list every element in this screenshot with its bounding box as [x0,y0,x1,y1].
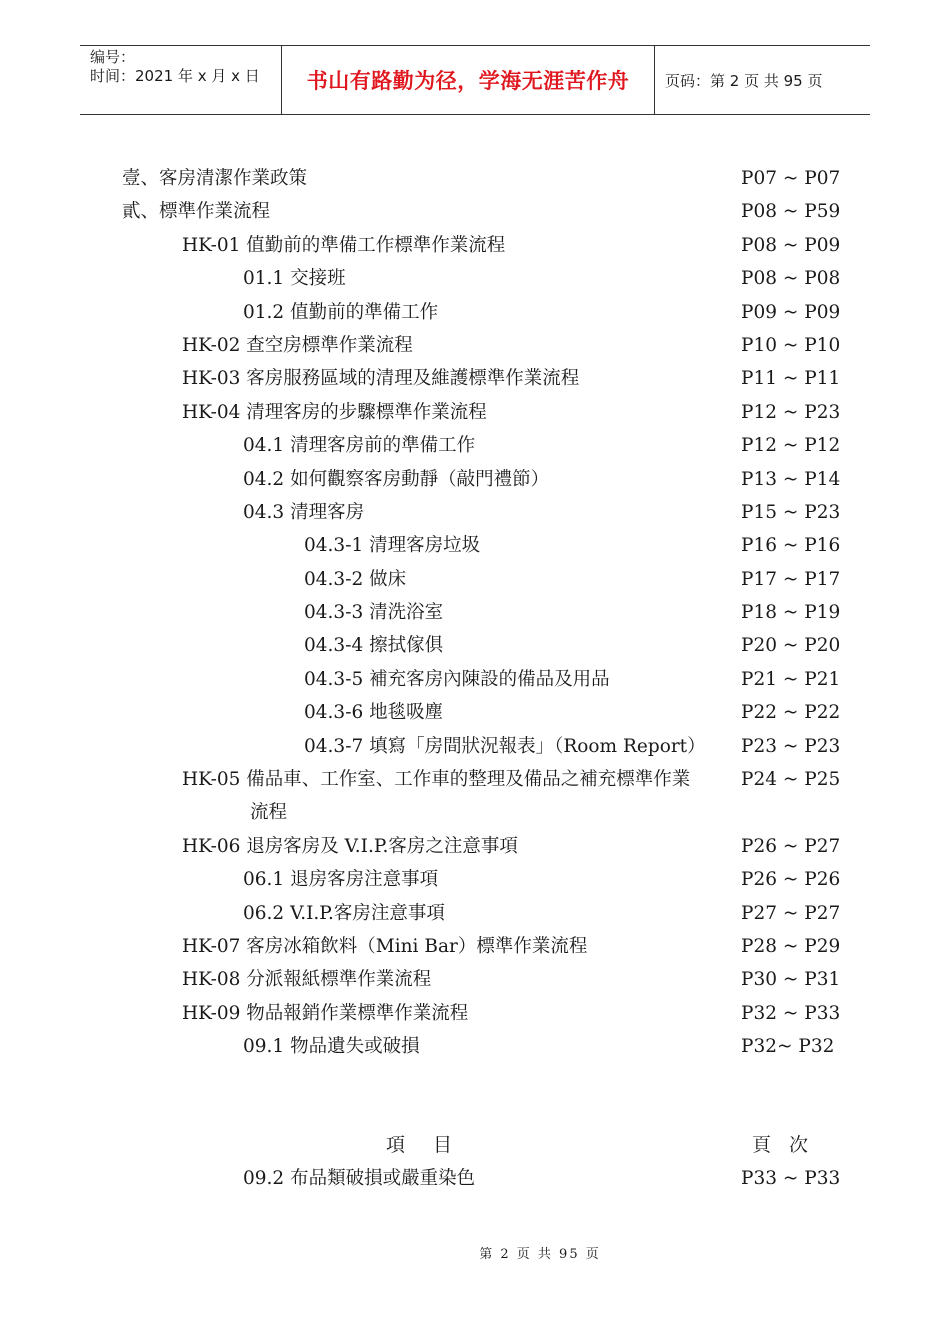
toc-label: HK-04 清理客房的步驟標準作業流程 [182,401,487,423]
toc-pages: P23 ~ P23 [741,735,841,757]
toc-pages: P16 ~ P16 [741,535,841,557]
toc-row [0,629,950,662]
toc-row [0,362,950,395]
time-label: 时间：2021 年 x 月 x 日 [90,67,260,85]
toc-label: 06.1 退房客房注意事項 [243,869,439,891]
toc-row [0,463,950,496]
toc-row [0,496,950,529]
toc-label: 04.3 清理客房 [243,501,365,523]
toc-row [0,529,950,562]
toc-label: 流程 [250,802,288,824]
toc-row [0,1030,950,1063]
toc-row [0,1162,950,1195]
toc-label: 04.3-1 清理客房垃圾 [304,535,481,557]
toc-row [0,329,950,362]
toc-label: HK-03 客房服務區域的清理及維護標準作業流程 [182,368,580,390]
section-column-headers [0,1130,950,1160]
toc-pages: P15 ~ P23 [741,501,841,523]
toc-row [0,596,950,629]
toc-label: HK-06 退房客房及 V.I.P.客房之注意事項 [182,835,518,857]
toc-row [0,997,950,1030]
toc-label: HK-05 備品車、工作室、工作車的整理及備品之補充標準作業 [182,769,691,791]
toc-row [0,897,950,930]
column-header-page: 頁次 [752,1134,827,1156]
toc-pages: P32 ~ P33 [741,1002,841,1024]
toc-label: 04.2 如何觀察客房動靜（敲門禮節） [243,468,550,490]
header-motto: 书山有路勤为径，学海无涯苦作舟 [306,68,630,93]
column-header-item: 項目 [386,1134,481,1156]
toc-pages: P33 ~ P33 [741,1168,841,1189]
toc-pages: P32~ P32 [741,1036,835,1058]
toc-pages: P30 ~ P31 [741,969,841,991]
toc-pages: P18 ~ P19 [741,602,841,624]
toc-pages: P26 ~ P27 [741,835,841,857]
toc-label: 01.2 值勤前的準備工作 [243,301,439,323]
toc-row [0,863,950,896]
toc-label: HK-08 分派報紙標準作業流程 [182,969,432,991]
table-of-contents [0,162,950,1064]
toc-row [0,696,950,729]
toc-label: 04.3-4 擦拭傢俱 [304,635,444,657]
footer-page-number: 第 2 页 共 95 页 [479,1247,601,1262]
toc-label: 04.3-3 清洗浴室 [304,602,444,624]
toc-pages: P09 ~ P09 [741,301,841,323]
toc-pages: P22 ~ P22 [741,702,841,724]
number-label: 编号： [90,48,136,66]
toc-label: 06.2 V.I.P.客房注意事項 [243,902,445,924]
header-meta [80,46,282,114]
toc-pages: P08 ~ P08 [741,268,841,290]
toc-label: 04.3-5 補充客房內陳設的備品及用品 [304,668,610,690]
toc-row [0,229,950,262]
toc-row [0,730,950,763]
toc-pages: P12 ~ P23 [741,401,841,423]
toc-pages: P08 ~ P09 [741,234,841,256]
header-motto-cell [282,46,655,114]
toc-pages: P26 ~ P26 [741,869,841,891]
toc-label: 04.3-7 填寫「房間狀況報表」（Room Report） [304,735,706,757]
toc-row [0,930,950,963]
toc-label: 04.1 清理客房前的準備工作 [243,435,476,457]
toc-row-continuation [0,796,950,829]
page-footer [0,1243,950,1262]
toc-label: HK-02 查空房標準作業流程 [182,334,413,356]
toc-row [0,195,950,228]
toc-pages: P10 ~ P10 [741,334,841,356]
toc-label: HK-07 客房冰箱飲料（Mini Bar）標準作業流程 [182,935,588,957]
toc-label: 09.2 布品類破損或嚴重染色 [243,1168,476,1189]
toc-pages: P27 ~ P27 [741,902,841,924]
toc-pages: P21 ~ P21 [741,668,841,690]
toc-label: HK-09 物品報銷作業標準作業流程 [182,1002,469,1024]
toc-row [0,296,950,329]
header-page-info: 页码：第 2 页 共 95 页 [665,71,823,90]
toc-label: 09.1 物品遺失或破損 [243,1036,420,1058]
toc-pages: P08 ~ P59 [741,201,841,223]
toc-row [0,663,950,696]
toc-pages: P20 ~ P20 [741,635,841,657]
page-header [80,45,870,115]
toc-row [0,162,950,195]
toc-pages: P24 ~ P25 [741,769,841,791]
toc-label: HK-01 值勤前的準備工作標準作業流程 [182,234,506,256]
toc-pages: P17 ~ P17 [741,568,841,590]
toc-row [0,563,950,596]
toc-label: 貳、標準作業流程 [122,201,271,223]
toc-row [0,763,950,796]
toc-row [0,830,950,863]
toc-label: 04.3-2 做床 [304,568,407,590]
toc-row [0,262,950,295]
toc-pages: P11 ~ P11 [741,368,841,390]
toc-row [0,429,950,462]
toc-label: 04.3-6 地毯吸塵 [304,702,444,724]
toc-row [0,396,950,429]
toc-pages: P13 ~ P14 [741,468,841,490]
toc-label: 壹、客房清潔作業政策 [122,168,308,189]
toc-label: 01.1 交接班 [243,268,346,290]
toc-pages: P28 ~ P29 [741,935,841,957]
toc-pages: P12 ~ P12 [741,435,841,457]
toc-pages: P07 ~ P07 [741,168,841,189]
toc-row [0,963,950,996]
